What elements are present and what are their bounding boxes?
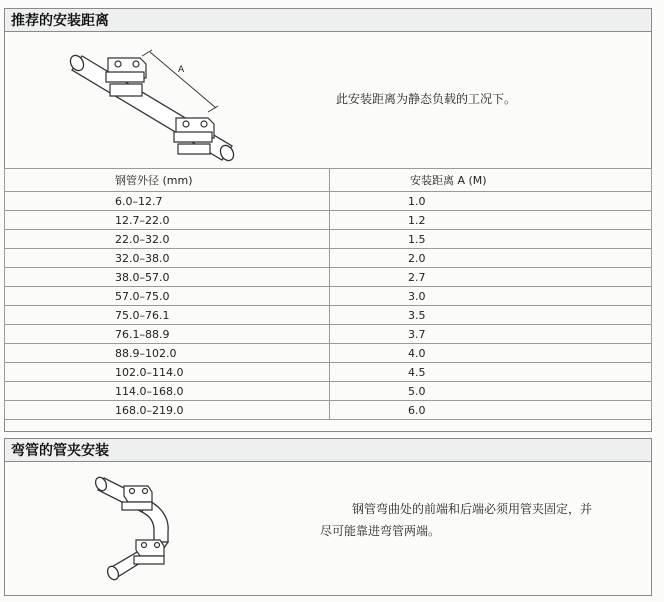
table-header-row bbox=[5, 169, 652, 192]
cell-distance: 3.5 bbox=[330, 306, 652, 325]
cell-pipe-od: 114.0–168.0 bbox=[5, 382, 330, 401]
column-header-pipe-od: 钢管外径 (mm) bbox=[5, 169, 330, 192]
table-row bbox=[5, 249, 652, 268]
cell-distance: 3.7 bbox=[330, 325, 652, 344]
section-title-install-distance: 推荐的安装距离 bbox=[4, 8, 652, 32]
cell-distance: 1.0 bbox=[330, 192, 652, 211]
table-row bbox=[5, 382, 652, 401]
cell-distance: 4.5 bbox=[330, 363, 652, 382]
cell-distance: 4.0 bbox=[330, 344, 652, 363]
table-row bbox=[5, 344, 652, 363]
cell-distance: 1.5 bbox=[330, 230, 652, 249]
cell-pipe-od: 88.9–102.0 bbox=[5, 344, 330, 363]
cell-pipe-od: 75.0–76.1 bbox=[5, 306, 330, 325]
cell-distance: 1.2 bbox=[330, 211, 652, 230]
bend-clamp-note-line-1: 钢管弯曲处的前端和后端必须用管夹固定，并 bbox=[352, 502, 593, 516]
table-row bbox=[5, 268, 652, 287]
install-distance-table bbox=[4, 168, 652, 420]
bend-clamp-note-line-2: 尽可能靠进弯管两端。 bbox=[320, 524, 441, 538]
cell-pipe-od: 168.0–219.0 bbox=[5, 401, 330, 420]
column-header-distance: 安装距离 A (M) bbox=[330, 169, 652, 192]
dimension-label-a: A bbox=[178, 65, 185, 75]
table-row bbox=[5, 211, 652, 230]
section-title-bend-clamp: 弯管的管夹安装 bbox=[4, 438, 652, 462]
table-row bbox=[5, 325, 652, 344]
cell-pipe-od: 12.7–22.0 bbox=[5, 211, 330, 230]
table-row bbox=[5, 401, 652, 420]
bent-pipe-clamp-illustration bbox=[94, 466, 204, 592]
cell-distance: 3.0 bbox=[330, 287, 652, 306]
cell-pipe-od: 76.1–88.9 bbox=[5, 325, 330, 344]
cell-pipe-od: 6.0–12.7 bbox=[5, 192, 330, 211]
table-row bbox=[5, 192, 652, 211]
table-row bbox=[5, 287, 652, 306]
cell-distance: 2.7 bbox=[330, 268, 652, 287]
cell-distance: 2.0 bbox=[330, 249, 652, 268]
table-row bbox=[5, 230, 652, 249]
cell-pipe-od: 102.0–114.0 bbox=[5, 363, 330, 382]
cell-distance: 5.0 bbox=[330, 382, 652, 401]
table-row bbox=[5, 363, 652, 382]
static-load-note: 此安装距离为静态负载的工况下。 bbox=[336, 92, 517, 106]
cell-pipe-od: 32.0–38.0 bbox=[5, 249, 330, 268]
cell-pipe-od: 57.0–75.0 bbox=[5, 287, 330, 306]
cell-pipe-od: 38.0–57.0 bbox=[5, 268, 330, 287]
cell-pipe-od: 22.0–32.0 bbox=[5, 230, 330, 249]
cell-distance: 6.0 bbox=[330, 401, 652, 420]
table-row bbox=[5, 306, 652, 325]
pipe-clamp-distance-illustration bbox=[60, 34, 250, 166]
